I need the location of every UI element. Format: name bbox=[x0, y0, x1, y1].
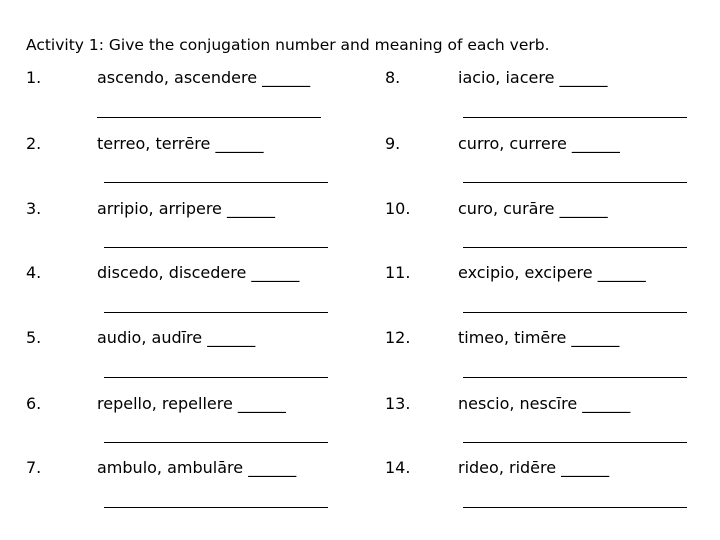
verb-prompt: excipio, excipere ______ bbox=[458, 263, 646, 282]
answer-line[interactable] bbox=[463, 182, 687, 183]
answer-line[interactable] bbox=[463, 117, 687, 118]
verb-prompt: rideo, ridēre ______ bbox=[458, 458, 610, 477]
answer-line[interactable] bbox=[97, 117, 321, 118]
answer-line[interactable] bbox=[463, 377, 687, 378]
answer-line[interactable] bbox=[104, 182, 328, 183]
answer-line[interactable] bbox=[104, 312, 328, 313]
verb-prompt: repello, repellere ______ bbox=[97, 394, 286, 413]
item-number: 14. bbox=[385, 458, 411, 477]
verb-prompt: nescio, nescīre ______ bbox=[458, 394, 631, 413]
verb-prompt: iacio, iacere ______ bbox=[458, 68, 608, 87]
item-number: 3. bbox=[26, 199, 42, 218]
verb-prompt: terreo, terrēre ______ bbox=[97, 134, 264, 153]
item-number: 11. bbox=[385, 263, 411, 282]
verb-prompt: ascendo, ascendere ______ bbox=[97, 68, 311, 87]
item-number: 7. bbox=[26, 458, 42, 477]
item-number: 13. bbox=[385, 394, 411, 413]
answer-line[interactable] bbox=[463, 247, 687, 248]
item-number: 2. bbox=[26, 134, 42, 153]
verb-prompt: curro, currere ______ bbox=[458, 134, 620, 153]
item-number: 6. bbox=[26, 394, 42, 413]
verb-prompt: timeo, timēre ______ bbox=[458, 328, 620, 347]
item-number: 1. bbox=[26, 68, 42, 87]
answer-line[interactable] bbox=[463, 442, 687, 443]
item-number: 5. bbox=[26, 328, 42, 347]
answer-line[interactable] bbox=[463, 312, 687, 313]
answer-line[interactable] bbox=[104, 507, 328, 508]
answer-line[interactable] bbox=[104, 247, 328, 248]
item-number: 10. bbox=[385, 199, 411, 218]
activity-title: Activity 1: Give the conjugation number and meaning of each verb. bbox=[26, 36, 550, 54]
item-number: 12. bbox=[385, 328, 411, 347]
item-number: 9. bbox=[385, 134, 401, 153]
answer-line[interactable] bbox=[104, 442, 328, 443]
verb-prompt: curo, curāre ______ bbox=[458, 199, 608, 218]
verb-prompt: discedo, discedere ______ bbox=[97, 263, 300, 282]
verb-prompt: ambulo, ambulāre ______ bbox=[97, 458, 297, 477]
item-number: 4. bbox=[26, 263, 42, 282]
item-number: 8. bbox=[385, 68, 401, 87]
answer-line[interactable] bbox=[104, 377, 328, 378]
verb-prompt: arripio, arripere ______ bbox=[97, 199, 275, 218]
answer-line[interactable] bbox=[463, 507, 687, 508]
verb-prompt: audio, audīre ______ bbox=[97, 328, 256, 347]
